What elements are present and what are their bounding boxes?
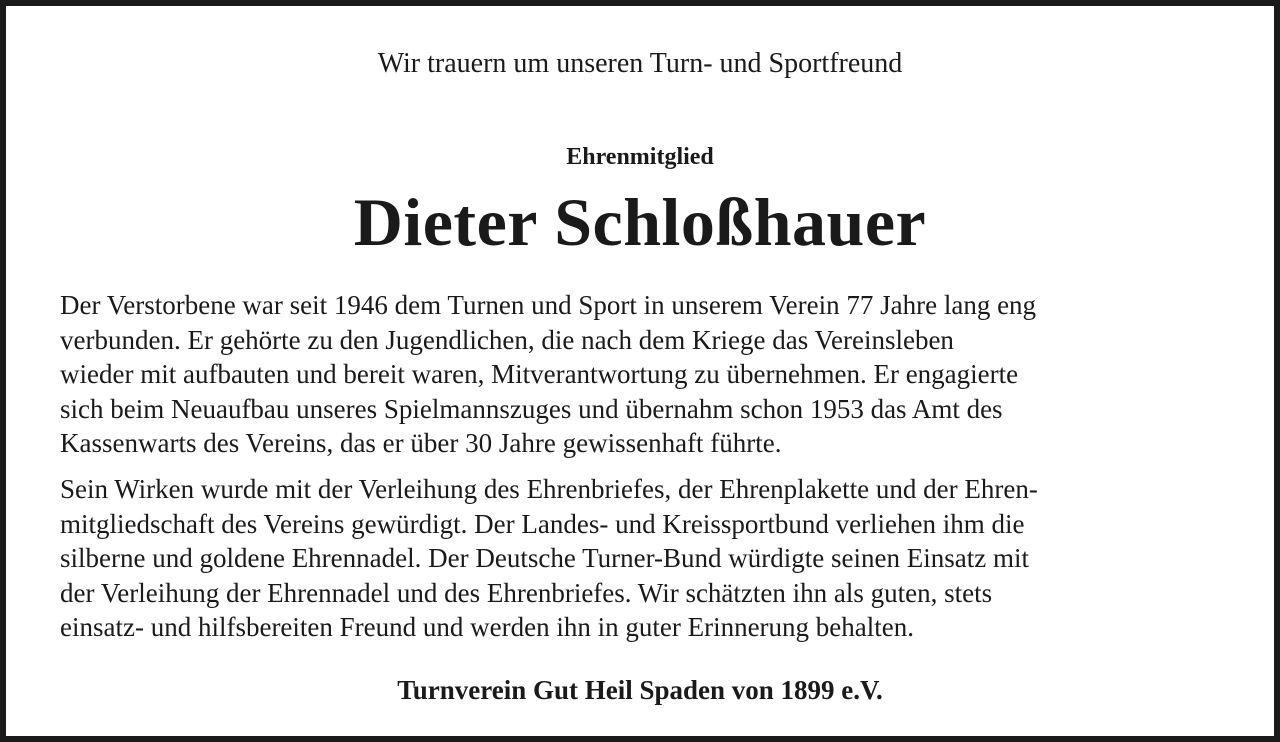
- paragraph-line: silberne und goldene Ehrennadel. Der Deutsche Turner-Bund würdigte seinen Einsatz mit: [60, 543, 1029, 573]
- paragraph-line: mitgliedschaft des Vereins gewürdigt. Der Landes- und Kreissportbund verliehen ihm die: [60, 508, 1025, 539]
- honorary-title: Ehrenmitglied: [566, 144, 714, 170]
- paragraph-line: Kassenwarts des Vereins, das er über 30 Jahre gewissenhaft führte.: [60, 428, 782, 458]
- paragraph-line: einsatz- und hilfsbereiten Freund und werden ihn in guter Erinnerung behalten.: [60, 612, 914, 642]
- club-signature: Turnverein Gut Heil Spaden von 1899 e.V.: [397, 675, 883, 705]
- deceased-name: Dieter Schloßhauer: [353, 184, 927, 260]
- paragraph-line: wieder mit aufbauten und bereit waren, Mitverantwortung zu übernehmen. Er engagierte: [60, 359, 1019, 389]
- paragraph-biography: [60, 288, 1240, 461]
- paragraph-line: der Verleihung der Ehrennadel und des Ehrenbriefes. Wir schätzten ihn als guten, stets: [60, 577, 993, 608]
- paragraph-honors: [60, 472, 1240, 645]
- paragraph-line: Der Verstorbene war seit 1946 dem Turnen und Sport in unserem Verein 77 Jahre lang eng: [60, 290, 1037, 320]
- paragraph-line: sich beim Neuaufbau unseres Spielmannszuges und übernahm schon 1953 das Amt des: [60, 393, 1003, 424]
- intro-line: Wir trauern um unseren Turn- und Sportfreund: [377, 48, 903, 79]
- paragraph-line: Sein Wirken wurde mit der Verleihung des Ehrenbriefes, der Ehrenplakette und der Ehren-: [60, 474, 1038, 504]
- paragraph-line: verbunden. Er gehörte zu den Jugendlichen, die nach dem Kriege das Vereinsleben: [60, 324, 954, 355]
